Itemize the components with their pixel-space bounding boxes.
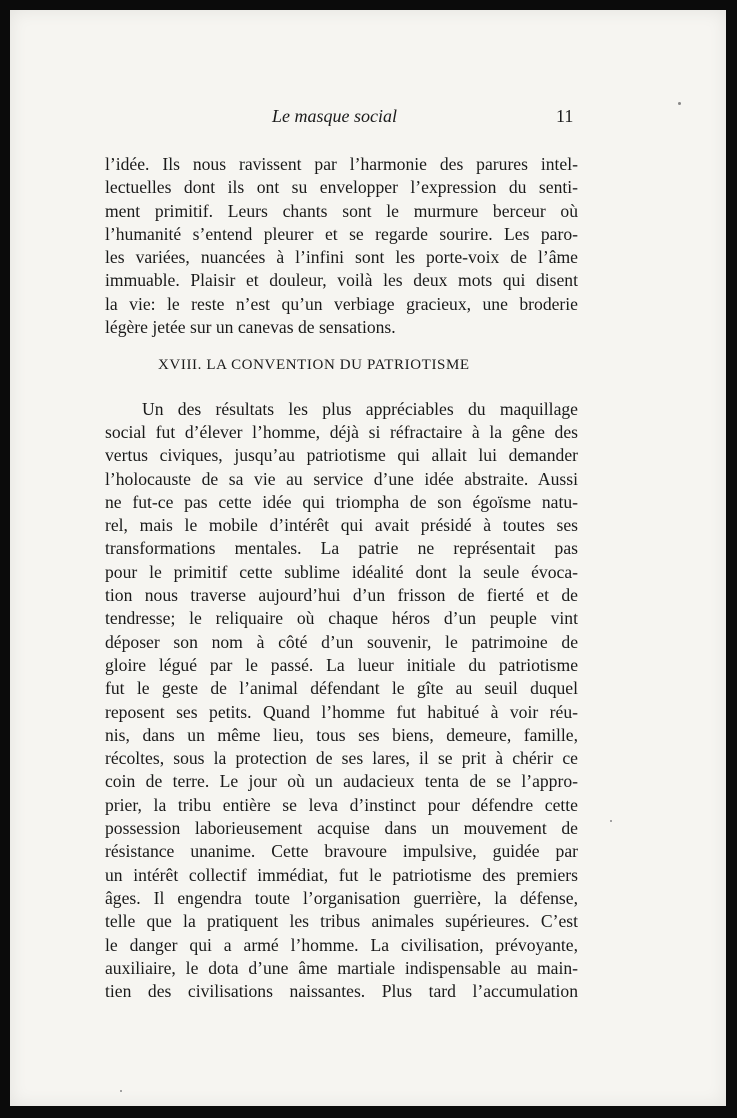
text-line: rel, mais le mobile d’intérêt qui avait présidé à toutes ses <box>105 515 578 536</box>
text-line: lectuelles dont ils ont su envelopper l’expression du senti- <box>105 177 578 198</box>
text-line: résistance unanime. Cette bravoure impulsive, guidée par <box>105 841 578 862</box>
text-line: auxiliaire, le dota d’une âme martiale indispensable au main- <box>105 957 578 978</box>
text-line: ne fut-ce pas cette idée qui triompha de son égoïsme natu- <box>105 491 578 512</box>
running-title: Le masque social <box>272 106 397 126</box>
text-line: légère jetée sur un canevas de sensations. <box>105 317 396 338</box>
text-line: reposent ses petits. Quand l’homme fut habitué à voir réu- <box>105 701 578 722</box>
text-line: les variées, nuancées à l’infini sont les porte-voix de l’âme <box>105 247 578 268</box>
text-line: gloire légué par le passé. La lueur initiale du patriotisme <box>105 654 578 675</box>
text-line: transformations mentales. La patrie ne représentait pas <box>105 538 578 559</box>
text-line: l’idée. Ils nous ravissent par l’harmonie des parures intel- <box>105 154 578 174</box>
text-line: tendresse; le reliquaire où chaque héros d’un peuple vint <box>105 608 578 629</box>
text-line: fut le geste de l’animal défendant le gîte au seuil duquel <box>105 678 578 699</box>
text-line: immuable. Plaisir et douleur, voilà les deux mots qui disent <box>105 270 578 291</box>
body-text <box>105 153 578 1003</box>
text-line: âges. Il engendra toute l’organisation guerrière, la défense, <box>105 887 578 908</box>
text-line: tien des civilisations naissantes. Plus tard l’accumulation <box>105 981 578 1002</box>
paragraph-2 <box>105 398 578 1004</box>
page-number: 11 <box>556 106 574 126</box>
text-line: vertus civiques, jusqu’au patriotisme qui allait lui demander <box>105 445 578 466</box>
paper-speck <box>120 1090 122 1092</box>
section-heading: XVIII. LA CONVENTION DU PATRIOTISME <box>158 357 470 374</box>
text-line: l’humanité s’entend pleurer et se regarde sourire. Les paro- <box>105 223 578 244</box>
text-line: l’holocauste de sa vie au service d’une idée abstraite. Aussi <box>105 468 578 489</box>
paper-speck <box>610 820 612 822</box>
text-line: pour le primitif cette sublime idéalité dont la seule évoca- <box>105 561 578 582</box>
text-line: prier, la tribu entière se leva d’instinct pour défendre cette <box>105 794 578 815</box>
text-line: telle que la pratiquent les tribus animales supérieures. C’est <box>105 911 578 932</box>
paper-speck <box>678 102 681 105</box>
text-line: tion nous traverse aujourd’hui d’un frisson de fierté et de <box>105 585 578 606</box>
text-line: possession laborieusement acquise dans un mouvement de <box>105 818 578 839</box>
text-line: un intérêt collectif immédiat, fut le patriotisme des premiers <box>105 864 578 885</box>
text-line: ment primitif. Leurs chants sont le murmure berceur où <box>105 200 578 221</box>
paragraph-1 <box>105 153 578 339</box>
text-line: la vie: le reste n’est qu’un verbiage gracieux, une broderie <box>105 293 578 314</box>
text-line: Un des résultats les plus appréciables du maquillage <box>142 398 578 419</box>
text-line: social fut d’élever l’homme, déjà si réfractaire à la gêne des <box>105 421 578 442</box>
text-line: récoltes, sous la protection de ses lares, il se prit à chérir ce <box>105 748 578 769</box>
text-line: déposer son nom à côté d’un souvenir, le patrimoine de <box>105 631 578 652</box>
text-line: coin de terre. Le jour où un audacieux tenta de se l’appro- <box>105 771 578 792</box>
text-line: le danger qui a armé l’homme. La civilisation, prévoyante, <box>105 934 578 955</box>
text-line: nis, dans un même lieu, tous ses biens, demeure, famille, <box>105 724 578 745</box>
